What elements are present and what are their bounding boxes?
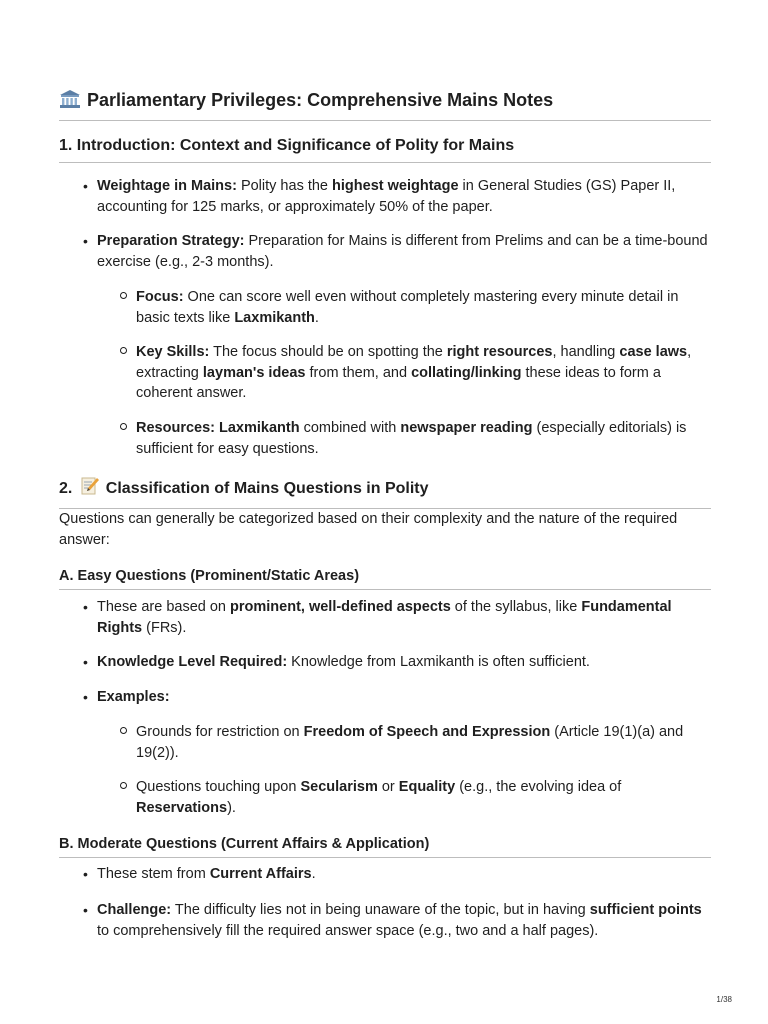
sub-list-item: Focus: One can score well even without completely mastering every minute detail in basic texts like Laxmikanth.: [136, 287, 714, 328]
section-heading-introduction: 1. Introduction: Context and Significance of Polity for Mains: [59, 135, 711, 163]
list-item: • Weightage in Mains: Polity has the highest weightage in General Studies (GS) Paper II, accounting for 125 marks, or approximately 50% of the paper.: [97, 176, 713, 217]
list-item: • Challenge: The difficulty lies not in being unaware of the topic, but in having sufficient points to comprehensively fill the required answer space (e.g., two and a half pages).: [97, 900, 713, 941]
list-item: • These stem from Current Affairs.: [97, 864, 713, 885]
sub-list-item: Resources: Laxmikanth combined with newspaper reading (especially editorials) is sufficient for easy questions.: [136, 418, 714, 459]
sub-list-item: Key Skills: The focus should be on spotting the right resources, handling case laws, extracting layman's ideas from them, and collating/linking these ideas to form a coherent answer.: [136, 342, 714, 404]
memo-icon: [80, 476, 100, 503]
page-title: Parliamentary Privileges: Comprehensive Mains Notes: [59, 88, 711, 121]
sub-list-item: Questions touching upon Secularism or Equality (e.g., the evolving idea of Reservations).: [136, 777, 714, 818]
page-number: 1/38: [716, 995, 732, 1004]
subsection-heading-moderate: B. Moderate Questions (Current Affairs & Application): [59, 834, 711, 858]
paragraph: Questions can generally be categorized based on their complexity and the nature of the required answer:: [59, 511, 678, 548]
classical-building-icon: [59, 89, 81, 115]
section-heading-classification: 2. Classification of Mains Questions in Polity: [59, 476, 711, 509]
list-item: • These are based on prominent, well-defined aspects of the syllabus, like Fundamental Rights (FRs).: [97, 597, 713, 638]
sub-list-item: Grounds for restriction on Freedom of Speech and Expression (Article 19(1)(a) and 19(2)).: [136, 722, 714, 763]
list-item: • Preparation Strategy: Preparation for Mains is different from Prelims and can be a time-bound exercise (e.g., 2-3 months).: [97, 231, 713, 272]
list-item: • Examples:: [97, 687, 713, 708]
subsection-heading-easy: A. Easy Questions (Prominent/Static Areas): [59, 566, 711, 590]
list-item: • Knowledge Level Required: Knowledge from Laxmikanth is often sufficient.: [97, 652, 713, 673]
